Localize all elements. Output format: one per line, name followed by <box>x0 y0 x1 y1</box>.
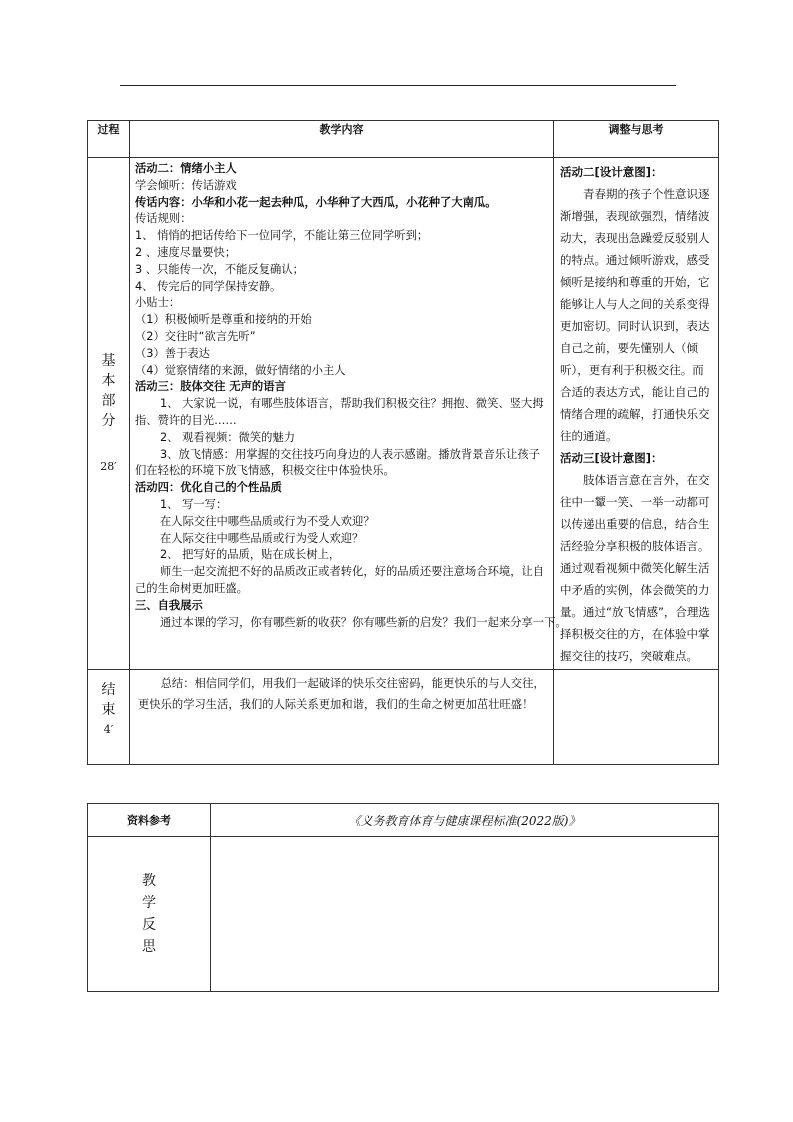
reference-value: 《义务教育体育与健康课程标准(2022版)》 <box>211 804 719 837</box>
content-line: 2、 观看视频：微笑的魅力 <box>160 430 296 444</box>
content-line: 传话规则： <box>135 212 192 226</box>
conclusion-section-row <box>88 670 719 765</box>
reference-row <box>88 804 719 837</box>
header-content: 教学内容 <box>130 121 554 158</box>
basic-section-time: 28′ <box>100 459 117 473</box>
reflection-label <box>88 837 211 992</box>
content-line: 在人际交往中哪些品质或行为不受人欢迎？ <box>160 514 375 528</box>
content-line: 在人际交往中哪些品质或行为受人欢迎？ <box>160 531 364 545</box>
label-char: 束 <box>101 702 116 718</box>
activity-heading: 三、自我展示 <box>135 598 203 612</box>
content-line: 师生一起交流把不好的品质改正或者转化，好的品质还要注意场合环境，让自己的生命树更加旺盛。 <box>135 565 545 595</box>
content-line: 3 、只能传一次，不能反复确认； <box>135 262 304 276</box>
content-line: 2、 把写好的品质，贴在成长树上， <box>160 548 341 562</box>
content-line: （4）觉察情绪的来源，做好情绪的小主人 <box>135 363 346 377</box>
design-intent-text: 青春期的孩子个性意识逐渐增强，表现欲强烈，情绪波动大，表现出急躁爱反驳别人的特点。通过倾听游戏，感受倾听是接纳和尊重的开始，它能够让人与人之间的关系变得更加密切。同时认识到，表达自己之前，要先懂别人（倾听），更有利于积极交往。而合适的表达方式，能让自己的情绪合理的疏解，打通快乐交往的通道。 <box>560 187 710 443</box>
label-char: 教 <box>142 873 156 889</box>
label-char: 学 <box>142 895 156 911</box>
activity-heading: 传话内容：小华和小花一起去种瓜，小华种了大西瓜，小花种了大南瓜。 <box>135 195 497 209</box>
content-line: （1）积极倾听是尊重和接纳的开始 <box>135 313 312 327</box>
content-line: 1、 写一写： <box>160 497 228 511</box>
label-char: 基 <box>101 352 116 369</box>
activity-heading: 活动三：肢体交往 无声的语言 <box>135 380 286 394</box>
content-line: 3、放飞情感：用掌握的交往技巧向身边的人表示感谢。播放背景音乐让孩子们在轻松的环境下放飞情感，积极交往中体验快乐。 <box>135 447 540 478</box>
label-char: 反 <box>142 917 156 933</box>
label-char: 分 <box>101 412 116 429</box>
conclusion-section-time: 4′ <box>103 723 114 736</box>
basic-section-content <box>130 158 567 670</box>
basic-section-row <box>88 158 719 670</box>
content-line: 小贴士： <box>135 296 181 310</box>
content-line: 1、 悄悄的把话传给下一位同学，不能让第三位同学听到； <box>135 229 429 243</box>
activity-heading: 活动二：情绪小主人 <box>135 162 237 175</box>
content-line: 4、 传完后的同学保持安静。 <box>135 279 282 293</box>
header-rule <box>120 85 676 86</box>
content-line: 学会倾听：传话游戏 <box>135 178 237 192</box>
design-intent-notes <box>554 158 719 670</box>
conclusion-text: 总结：相信同学们，用我们一起破译的快乐交往密码，能更快乐的与人交往，更快乐的学习生活，我们的人际关系更加和谐，我们的生命之树更加茁壮旺盛！ <box>138 677 545 711</box>
conclusion-section-label <box>88 670 130 765</box>
design-intent-heading: 活动三[设计意图]： <box>560 451 663 465</box>
reference-table <box>87 803 719 992</box>
content-line: 2 、速度尽量要快； <box>135 245 237 259</box>
conclusion-content <box>130 670 554 765</box>
content-line: （3）善于表达 <box>135 346 210 360</box>
reference-label: 资料参考 <box>88 804 211 837</box>
header-notes: 调整与思考 <box>554 121 719 158</box>
label-char: 结 <box>101 682 116 698</box>
reflection-value <box>211 837 719 992</box>
content-line: （2）交往时“欲言先听” <box>135 329 256 343</box>
lesson-plan-table <box>87 120 719 765</box>
activity-heading: 活动四：优化自己的个性品质 <box>135 481 282 495</box>
label-char: 部 <box>101 392 116 409</box>
design-intent-heading: 活动二[设计意图]： <box>560 165 663 179</box>
conclusion-notes <box>554 670 719 765</box>
content-line: 通过本课的学习，你有哪些新的收获？你有哪些新的启发？我们一起来分享一下。 <box>160 615 567 629</box>
label-char: 本 <box>101 372 116 389</box>
design-intent-text: 肢体语言意在言外，在交往中一颦一笑、一举一动都可以传递出重要的信息，结合生活经验分享积极的肢体语言。通过观看视频中微笑化解生活中矛盾的实例，体会微笑的力量。通过“放飞情感”，合理选择积极交往的方，在体验中掌握交往的技巧，突破难点。 <box>560 473 710 663</box>
label-char: 思 <box>142 939 156 955</box>
basic-section-label <box>88 158 130 670</box>
reflection-row <box>88 837 719 992</box>
header-process: 过程 <box>88 121 130 158</box>
content-line: 1、 大家说一说，有哪些肢体语言，帮助我们积极交往？拥抱、微笑、竖大拇指、赞许的目光…… <box>135 397 544 427</box>
table-header-row <box>88 121 719 158</box>
